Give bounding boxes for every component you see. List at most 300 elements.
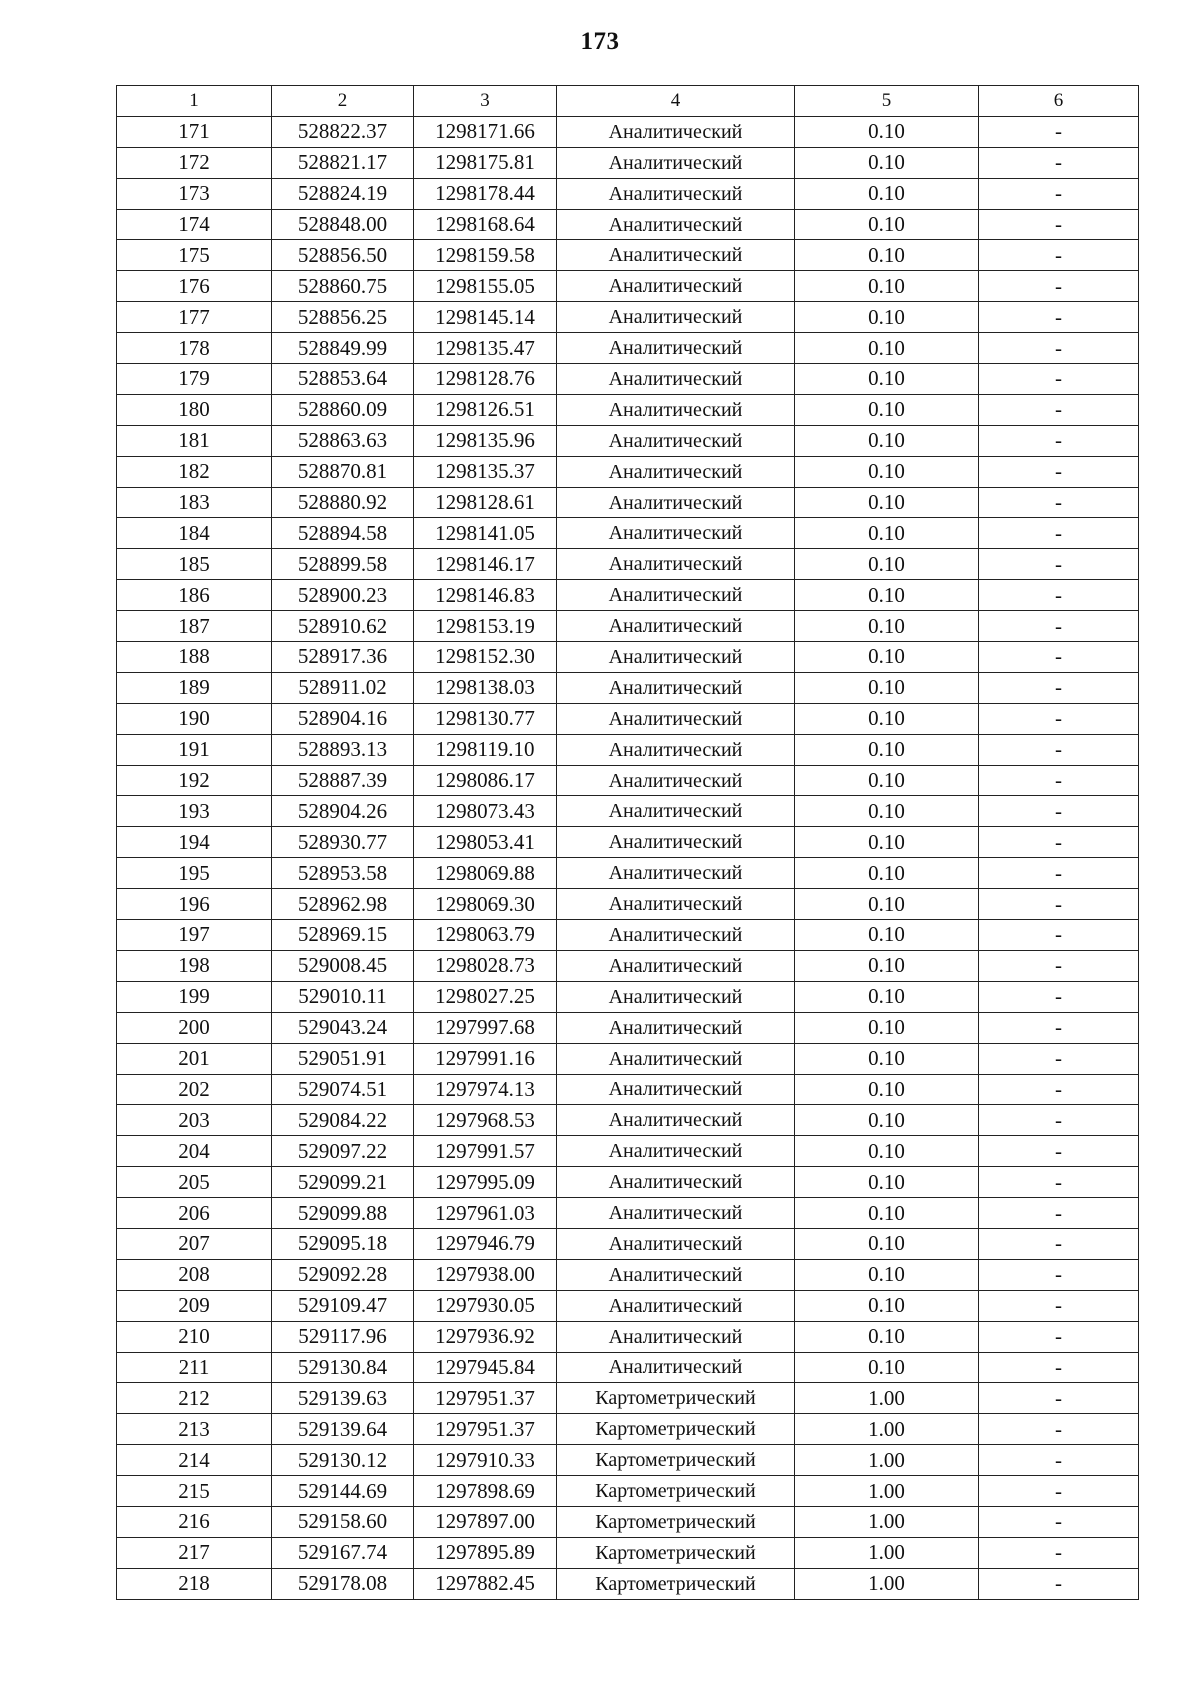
table-row [117, 858, 1139, 889]
header-col-6: 6 [979, 86, 1139, 117]
point-number-cell: 191 [117, 734, 272, 765]
accuracy-cell: 0.10 [795, 271, 979, 302]
point-number-cell: 214 [117, 1445, 272, 1476]
table-row [117, 425, 1139, 456]
method-cell: Аналитический [557, 1167, 795, 1198]
x-coordinate-cell: 528962.98 [272, 889, 414, 920]
note-cell: - [979, 765, 1139, 796]
table-row [117, 580, 1139, 611]
accuracy-cell: 0.10 [795, 1290, 979, 1321]
accuracy-cell: 1.00 [795, 1537, 979, 1568]
x-coordinate-cell: 529144.69 [272, 1476, 414, 1507]
method-cell: Аналитический [557, 1136, 795, 1167]
y-coordinate-cell: 1298073.43 [414, 796, 557, 827]
accuracy-cell: 0.10 [795, 1074, 979, 1105]
table-row [117, 642, 1139, 673]
accuracy-cell: 0.10 [795, 950, 979, 981]
point-number-cell: 197 [117, 920, 272, 951]
accuracy-cell: 0.10 [795, 765, 979, 796]
table-row [117, 1537, 1139, 1568]
accuracy-cell: 0.10 [795, 1043, 979, 1074]
point-number-cell: 183 [117, 487, 272, 518]
method-cell: Аналитический [557, 1321, 795, 1352]
table-row [117, 240, 1139, 271]
point-number-cell: 205 [117, 1167, 272, 1198]
note-cell: - [979, 394, 1139, 425]
table-row [117, 364, 1139, 395]
table-row [117, 1352, 1139, 1383]
accuracy-cell: 1.00 [795, 1383, 979, 1414]
accuracy-cell: 0.10 [795, 642, 979, 673]
note-cell: - [979, 1136, 1139, 1167]
x-coordinate-cell: 528887.39 [272, 765, 414, 796]
note-cell: - [979, 734, 1139, 765]
x-coordinate-cell: 529074.51 [272, 1074, 414, 1105]
note-cell: - [979, 364, 1139, 395]
note-cell: - [979, 271, 1139, 302]
y-coordinate-cell: 1298171.66 [414, 116, 557, 147]
point-number-cell: 194 [117, 827, 272, 858]
method-cell: Аналитический [557, 487, 795, 518]
method-cell: Аналитический [557, 1290, 795, 1321]
table-row [117, 1167, 1139, 1198]
y-coordinate-cell: 1298175.81 [414, 147, 557, 178]
accuracy-cell: 0.10 [795, 889, 979, 920]
accuracy-cell: 1.00 [795, 1476, 979, 1507]
point-number-cell: 175 [117, 240, 272, 271]
x-coordinate-cell: 528911.02 [272, 672, 414, 703]
accuracy-cell: 0.10 [795, 302, 979, 333]
y-coordinate-cell: 1298119.10 [414, 734, 557, 765]
method-cell: Аналитический [557, 858, 795, 889]
y-coordinate-cell: 1298152.30 [414, 642, 557, 673]
table-row [117, 1568, 1139, 1599]
note-cell: - [979, 611, 1139, 642]
method-cell: Аналитический [557, 1259, 795, 1290]
accuracy-cell: 0.10 [795, 1167, 979, 1198]
method-cell: Аналитический [557, 950, 795, 981]
point-number-cell: 201 [117, 1043, 272, 1074]
note-cell: - [979, 703, 1139, 734]
method-cell: Аналитический [557, 333, 795, 364]
note-cell: - [979, 147, 1139, 178]
x-coordinate-cell: 528904.26 [272, 796, 414, 827]
table-body [117, 116, 1139, 1599]
y-coordinate-cell: 1297898.69 [414, 1476, 557, 1507]
y-coordinate-cell: 1297951.37 [414, 1383, 557, 1414]
x-coordinate-cell: 529130.84 [272, 1352, 414, 1383]
method-cell: Аналитический [557, 920, 795, 951]
point-number-cell: 181 [117, 425, 272, 456]
point-number-cell: 213 [117, 1414, 272, 1445]
x-coordinate-cell: 529097.22 [272, 1136, 414, 1167]
y-coordinate-cell: 1297930.05 [414, 1290, 557, 1321]
table-row [117, 1290, 1139, 1321]
note-cell: - [979, 1290, 1139, 1321]
page-number: 173 [580, 28, 620, 55]
accuracy-cell: 0.10 [795, 1259, 979, 1290]
y-coordinate-cell: 1297897.00 [414, 1506, 557, 1537]
y-coordinate-cell: 1298128.76 [414, 364, 557, 395]
note-cell: - [979, 1259, 1139, 1290]
note-cell: - [979, 1167, 1139, 1198]
x-coordinate-cell: 529139.63 [272, 1383, 414, 1414]
header-col-4: 4 [557, 86, 795, 117]
y-coordinate-cell: 1298069.30 [414, 889, 557, 920]
x-coordinate-cell: 528910.62 [272, 611, 414, 642]
accuracy-cell: 0.10 [795, 147, 979, 178]
method-cell: Аналитический [557, 1105, 795, 1136]
note-cell: - [979, 1074, 1139, 1105]
method-cell: Аналитический [557, 580, 795, 611]
accuracy-cell: 0.10 [795, 333, 979, 364]
y-coordinate-cell: 1297968.53 [414, 1105, 557, 1136]
table-row [117, 703, 1139, 734]
method-cell: Аналитический [557, 796, 795, 827]
note-cell: - [979, 1198, 1139, 1229]
point-number-cell: 171 [117, 116, 272, 147]
y-coordinate-cell: 1298178.44 [414, 178, 557, 209]
x-coordinate-cell: 529109.47 [272, 1290, 414, 1321]
point-number-cell: 186 [117, 580, 272, 611]
y-coordinate-cell: 1298146.17 [414, 549, 557, 580]
table-row [117, 920, 1139, 951]
x-coordinate-cell: 528848.00 [272, 209, 414, 240]
table-row [117, 981, 1139, 1012]
header-col-5: 5 [795, 86, 979, 117]
note-cell: - [979, 518, 1139, 549]
table-row [117, 518, 1139, 549]
table-header [117, 86, 1139, 117]
note-cell: - [979, 487, 1139, 518]
header-row [117, 86, 1139, 117]
point-number-cell: 211 [117, 1352, 272, 1383]
table-row [117, 178, 1139, 209]
note-cell: - [979, 796, 1139, 827]
method-cell: Аналитический [557, 827, 795, 858]
note-cell: - [979, 642, 1139, 673]
method-cell: Аналитический [557, 1074, 795, 1105]
y-coordinate-cell: 1298086.17 [414, 765, 557, 796]
y-coordinate-cell: 1298155.05 [414, 271, 557, 302]
method-cell: Аналитический [557, 765, 795, 796]
accuracy-cell: 0.10 [795, 672, 979, 703]
point-number-cell: 200 [117, 1012, 272, 1043]
note-cell: - [979, 950, 1139, 981]
note-cell: - [979, 1383, 1139, 1414]
point-number-cell: 174 [117, 209, 272, 240]
table-row [117, 1445, 1139, 1476]
x-coordinate-cell: 529178.08 [272, 1568, 414, 1599]
method-cell: Аналитический [557, 1198, 795, 1229]
note-cell: - [979, 116, 1139, 147]
point-number-cell: 209 [117, 1290, 272, 1321]
accuracy-cell: 0.10 [795, 518, 979, 549]
accuracy-cell: 0.10 [795, 116, 979, 147]
table-row [117, 302, 1139, 333]
x-coordinate-cell: 529139.64 [272, 1414, 414, 1445]
note-cell: - [979, 920, 1139, 951]
point-number-cell: 218 [117, 1568, 272, 1599]
table-row [117, 116, 1139, 147]
method-cell: Аналитический [557, 1228, 795, 1259]
table-row [117, 889, 1139, 920]
method-cell: Аналитический [557, 889, 795, 920]
table-row [117, 1476, 1139, 1507]
table-row [117, 1105, 1139, 1136]
note-cell: - [979, 981, 1139, 1012]
table-row [117, 209, 1139, 240]
x-coordinate-cell: 528822.37 [272, 116, 414, 147]
x-coordinate-cell: 529130.12 [272, 1445, 414, 1476]
point-number-cell: 190 [117, 703, 272, 734]
accuracy-cell: 1.00 [795, 1506, 979, 1537]
point-number-cell: 212 [117, 1383, 272, 1414]
table-row [117, 672, 1139, 703]
accuracy-cell: 0.10 [795, 796, 979, 827]
point-number-cell: 207 [117, 1228, 272, 1259]
table-row [117, 1321, 1139, 1352]
point-number-cell: 177 [117, 302, 272, 333]
x-coordinate-cell: 528863.63 [272, 425, 414, 456]
point-number-cell: 198 [117, 950, 272, 981]
table-row [117, 1506, 1139, 1537]
method-cell: Аналитический [557, 425, 795, 456]
x-coordinate-cell: 529043.24 [272, 1012, 414, 1043]
method-cell: Аналитический [557, 1043, 795, 1074]
accuracy-cell: 0.10 [795, 920, 979, 951]
x-coordinate-cell: 528821.17 [272, 147, 414, 178]
table-row [117, 796, 1139, 827]
y-coordinate-cell: 1297895.89 [414, 1537, 557, 1568]
point-number-cell: 179 [117, 364, 272, 395]
accuracy-cell: 0.10 [795, 981, 979, 1012]
y-coordinate-cell: 1297961.03 [414, 1198, 557, 1229]
table-row [117, 1043, 1139, 1074]
note-cell: - [979, 672, 1139, 703]
point-number-cell: 217 [117, 1537, 272, 1568]
accuracy-cell: 0.10 [795, 487, 979, 518]
note-cell: - [979, 1012, 1139, 1043]
method-cell: Аналитический [557, 518, 795, 549]
y-coordinate-cell: 1298135.96 [414, 425, 557, 456]
table-row [117, 1383, 1139, 1414]
y-coordinate-cell: 1298168.64 [414, 209, 557, 240]
note-cell: - [979, 1321, 1139, 1352]
method-cell: Картометрический [557, 1506, 795, 1537]
y-coordinate-cell: 1298138.03 [414, 672, 557, 703]
table-row [117, 611, 1139, 642]
method-cell: Картометрический [557, 1383, 795, 1414]
note-cell: - [979, 1043, 1139, 1074]
point-number-cell: 188 [117, 642, 272, 673]
x-coordinate-cell: 529099.88 [272, 1198, 414, 1229]
accuracy-cell: 0.10 [795, 549, 979, 580]
y-coordinate-cell: 1297910.33 [414, 1445, 557, 1476]
point-number-cell: 176 [117, 271, 272, 302]
y-coordinate-cell: 1297945.84 [414, 1352, 557, 1383]
accuracy-cell: 0.10 [795, 178, 979, 209]
point-number-cell: 216 [117, 1506, 272, 1537]
table-row [117, 1228, 1139, 1259]
point-number-cell: 203 [117, 1105, 272, 1136]
point-number-cell: 208 [117, 1259, 272, 1290]
accuracy-cell: 0.10 [795, 1136, 979, 1167]
note-cell: - [979, 1105, 1139, 1136]
method-cell: Аналитический [557, 456, 795, 487]
y-coordinate-cell: 1298146.83 [414, 580, 557, 611]
accuracy-cell: 0.10 [795, 1105, 979, 1136]
point-number-cell: 195 [117, 858, 272, 889]
accuracy-cell: 1.00 [795, 1414, 979, 1445]
method-cell: Аналитический [557, 209, 795, 240]
x-coordinate-cell: 528824.19 [272, 178, 414, 209]
note-cell: - [979, 240, 1139, 271]
method-cell: Аналитический [557, 271, 795, 302]
x-coordinate-cell: 528894.58 [272, 518, 414, 549]
x-coordinate-cell: 529010.11 [272, 981, 414, 1012]
method-cell: Аналитический [557, 981, 795, 1012]
method-cell: Картометрический [557, 1537, 795, 1568]
method-cell: Картометрический [557, 1476, 795, 1507]
note-cell: - [979, 425, 1139, 456]
accuracy-cell: 0.10 [795, 858, 979, 889]
y-coordinate-cell: 1297936.92 [414, 1321, 557, 1352]
point-number-cell: 199 [117, 981, 272, 1012]
x-coordinate-cell: 529008.45 [272, 950, 414, 981]
method-cell: Аналитический [557, 116, 795, 147]
accuracy-cell: 1.00 [795, 1568, 979, 1599]
x-coordinate-cell: 528856.25 [272, 302, 414, 333]
point-number-cell: 189 [117, 672, 272, 703]
x-coordinate-cell: 528917.36 [272, 642, 414, 673]
y-coordinate-cell: 1297995.09 [414, 1167, 557, 1198]
x-coordinate-cell: 529167.74 [272, 1537, 414, 1568]
method-cell: Аналитический [557, 394, 795, 425]
x-coordinate-cell: 529099.21 [272, 1167, 414, 1198]
note-cell: - [979, 858, 1139, 889]
note-cell: - [979, 889, 1139, 920]
y-coordinate-cell: 1298135.37 [414, 456, 557, 487]
method-cell: Аналитический [557, 240, 795, 271]
x-coordinate-cell: 528856.50 [272, 240, 414, 271]
accuracy-cell: 0.10 [795, 1321, 979, 1352]
y-coordinate-cell: 1297882.45 [414, 1568, 557, 1599]
point-number-cell: 210 [117, 1321, 272, 1352]
y-coordinate-cell: 1298159.58 [414, 240, 557, 271]
table-row [117, 1198, 1139, 1229]
method-cell: Картометрический [557, 1445, 795, 1476]
accuracy-cell: 0.10 [795, 703, 979, 734]
table-row [117, 950, 1139, 981]
y-coordinate-cell: 1298126.51 [414, 394, 557, 425]
accuracy-cell: 0.10 [795, 425, 979, 456]
method-cell: Аналитический [557, 147, 795, 178]
x-coordinate-cell: 528969.15 [272, 920, 414, 951]
note-cell: - [979, 1537, 1139, 1568]
y-coordinate-cell: 1297974.13 [414, 1074, 557, 1105]
y-coordinate-cell: 1297951.37 [414, 1414, 557, 1445]
method-cell: Аналитический [557, 1352, 795, 1383]
point-number-cell: 206 [117, 1198, 272, 1229]
method-cell: Аналитический [557, 672, 795, 703]
x-coordinate-cell: 528899.58 [272, 549, 414, 580]
table-row [117, 827, 1139, 858]
y-coordinate-cell: 1297946.79 [414, 1228, 557, 1259]
method-cell: Аналитический [557, 178, 795, 209]
header-col-3: 3 [414, 86, 557, 117]
point-number-cell: 215 [117, 1476, 272, 1507]
x-coordinate-cell: 528904.16 [272, 703, 414, 734]
x-coordinate-cell: 528853.64 [272, 364, 414, 395]
accuracy-cell: 0.10 [795, 456, 979, 487]
x-coordinate-cell: 529084.22 [272, 1105, 414, 1136]
point-number-cell: 185 [117, 549, 272, 580]
point-number-cell: 193 [117, 796, 272, 827]
y-coordinate-cell: 1298128.61 [414, 487, 557, 518]
accuracy-cell: 0.10 [795, 580, 979, 611]
accuracy-cell: 1.00 [795, 1445, 979, 1476]
y-coordinate-cell: 1298145.14 [414, 302, 557, 333]
y-coordinate-cell: 1298130.77 [414, 703, 557, 734]
accuracy-cell: 0.10 [795, 394, 979, 425]
y-coordinate-cell: 1298141.05 [414, 518, 557, 549]
x-coordinate-cell: 528900.23 [272, 580, 414, 611]
note-cell: - [979, 1476, 1139, 1507]
accuracy-cell: 0.10 [795, 364, 979, 395]
y-coordinate-cell: 1298069.88 [414, 858, 557, 889]
accuracy-cell: 0.10 [795, 1198, 979, 1229]
x-coordinate-cell: 528860.09 [272, 394, 414, 425]
y-coordinate-cell: 1298135.47 [414, 333, 557, 364]
x-coordinate-cell: 528870.81 [272, 456, 414, 487]
note-cell: - [979, 333, 1139, 364]
table-row [117, 147, 1139, 178]
method-cell: Аналитический [557, 611, 795, 642]
note-cell: - [979, 1445, 1139, 1476]
point-number-cell: 192 [117, 765, 272, 796]
point-number-cell: 184 [117, 518, 272, 549]
table-row [117, 456, 1139, 487]
x-coordinate-cell: 528849.99 [272, 333, 414, 364]
coordinates-table [116, 85, 1139, 1600]
y-coordinate-cell: 1297991.57 [414, 1136, 557, 1167]
accuracy-cell: 0.10 [795, 827, 979, 858]
table-row [117, 765, 1139, 796]
y-coordinate-cell: 1297991.16 [414, 1043, 557, 1074]
y-coordinate-cell: 1298153.19 [414, 611, 557, 642]
table-row [117, 394, 1139, 425]
header-col-1: 1 [117, 86, 272, 117]
y-coordinate-cell: 1297997.68 [414, 1012, 557, 1043]
x-coordinate-cell: 529158.60 [272, 1506, 414, 1537]
accuracy-cell: 0.10 [795, 1228, 979, 1259]
table-row [117, 271, 1139, 302]
accuracy-cell: 0.10 [795, 1012, 979, 1043]
x-coordinate-cell: 529117.96 [272, 1321, 414, 1352]
method-cell: Картометрический [557, 1568, 795, 1599]
x-coordinate-cell: 528893.13 [272, 734, 414, 765]
x-coordinate-cell: 528953.58 [272, 858, 414, 889]
method-cell: Картометрический [557, 1414, 795, 1445]
note-cell: - [979, 549, 1139, 580]
note-cell: - [979, 209, 1139, 240]
y-coordinate-cell: 1298053.41 [414, 827, 557, 858]
x-coordinate-cell: 529095.18 [272, 1228, 414, 1259]
method-cell: Аналитический [557, 549, 795, 580]
y-coordinate-cell: 1298028.73 [414, 950, 557, 981]
method-cell: Аналитический [557, 734, 795, 765]
